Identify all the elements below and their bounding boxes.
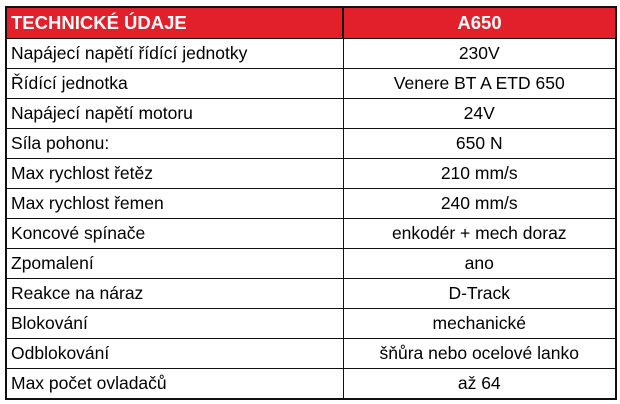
table-body (6, 39, 616, 400)
spec-label: Řídící jednotka (6, 69, 343, 99)
table-row (6, 99, 616, 129)
spec-value: šňůra nebo ocelové lanko (343, 339, 616, 369)
table-row (6, 39, 616, 69)
header-model-cell: A650 (343, 7, 616, 39)
spec-value: 230V (343, 39, 616, 69)
spec-value: 650 N (343, 129, 616, 159)
spec-label: Max rychlost řetěz (6, 159, 343, 189)
spec-label: Koncové spínače (6, 219, 343, 249)
spec-value: Venere BT A ETD 650 (343, 69, 616, 99)
spec-value: až 64 (343, 369, 616, 400)
spec-label: Max počet ovladačů (6, 369, 343, 400)
table-header (6, 7, 616, 39)
spec-value: 240 mm/s (343, 189, 616, 219)
table-row (6, 249, 616, 279)
table-row (6, 309, 616, 339)
spec-label: Blokování (6, 309, 343, 339)
spec-value: enkodér + mech doraz (343, 219, 616, 249)
spec-value: mechanické (343, 309, 616, 339)
table-row (6, 369, 616, 400)
technical-specs-table (5, 6, 617, 400)
spec-label: Odblokování (6, 339, 343, 369)
spec-label: Max rychlost řemen (6, 189, 343, 219)
table-row (6, 279, 616, 309)
header-row (6, 7, 616, 39)
spec-value: ano (343, 249, 616, 279)
spec-value: 210 mm/s (343, 159, 616, 189)
table-row (6, 189, 616, 219)
table-row (6, 339, 616, 369)
header-label-cell: TECHNICKÉ ÚDAJE (6, 7, 343, 39)
spec-label: Napájecí napětí řídící jednotky (6, 39, 343, 69)
spec-label: Napájecí napětí motoru (6, 99, 343, 129)
table-row (6, 69, 616, 99)
spec-value: 24V (343, 99, 616, 129)
spec-label: Zpomalení (6, 249, 343, 279)
table-row (6, 219, 616, 249)
table-row (6, 159, 616, 189)
spec-label: Síla pohonu: (6, 129, 343, 159)
spec-label: Reakce na náraz (6, 279, 343, 309)
table-row (6, 129, 616, 159)
spec-value: D-Track (343, 279, 616, 309)
